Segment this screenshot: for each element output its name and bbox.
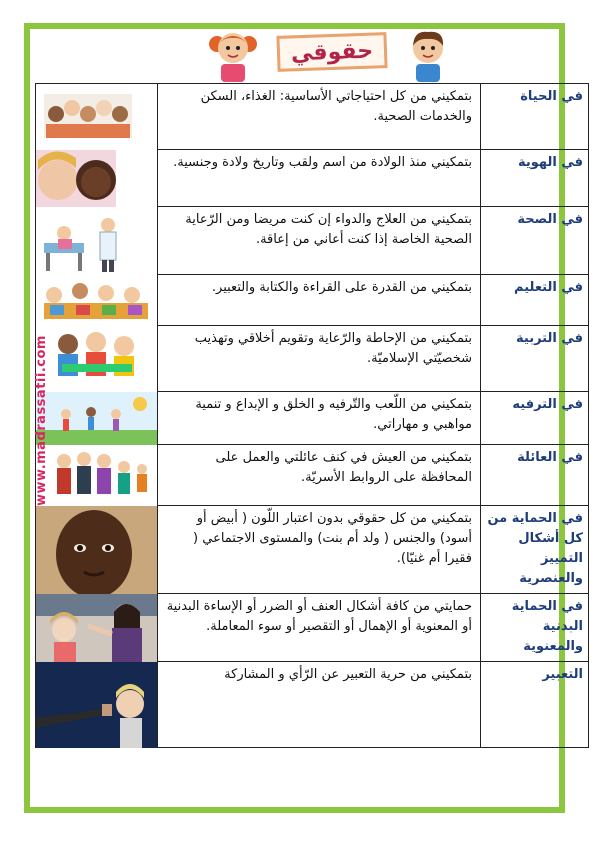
two-girls-photo	[36, 150, 157, 207]
photo-cell	[36, 594, 158, 662]
description-cell: بتمكيني من حرية التعبير عن الرّأي و المشاركة	[158, 662, 481, 748]
table-row	[36, 594, 589, 662]
rights-table	[35, 83, 589, 748]
category-cell: في الترفيه	[481, 392, 589, 445]
table-row	[36, 84, 589, 150]
children-group-photo	[36, 84, 157, 150]
boy-illustration	[400, 28, 456, 82]
scolding-child-photo	[36, 594, 157, 662]
photo-cell	[36, 506, 158, 594]
table-row	[36, 150, 589, 207]
description-cell: بتمكيني من القدرة على القراءة والكتابة والتعبير.	[158, 275, 481, 326]
photo-cell	[36, 207, 158, 275]
page-title: حقوقي	[290, 38, 374, 66]
category-cell: في الحياة	[481, 84, 589, 150]
category-cell: في الحماية من كل أشكال التمييز والعنصرية	[481, 506, 589, 594]
title-banner	[276, 32, 387, 72]
girl-illustration	[205, 28, 261, 82]
table-row	[36, 275, 589, 326]
table-row	[36, 392, 589, 445]
doctor-patient-illustration	[36, 207, 157, 275]
photo-cell	[36, 150, 158, 207]
description-cell: بتمكيني من اللّعب والتّرفيه و الخلق و الإبداع و تنمية مواهبي و مهاراتي.	[158, 392, 481, 445]
category-cell: في الحماية البدنية والمعنوية	[481, 594, 589, 662]
table-row	[36, 207, 589, 275]
description-cell: بتمكيني من الإحاطة والرّعاية وتقويم أخلاقي وتهذيب شخصيّتي الإسلاميّة.	[158, 326, 481, 392]
description-cell: بتمكيني من كل احتياجاتي الأساسية: الغذاء، السكن والخدمات الصحية.	[158, 84, 481, 150]
category-cell: في الصحة	[481, 207, 589, 275]
children-reading-illustration	[36, 275, 157, 326]
category-cell: في التربية	[481, 326, 589, 392]
category-cell: في الهوية	[481, 150, 589, 207]
photo-cell	[36, 662, 158, 748]
description-cell: بتمكيني من العيش في كنف عائلتي والعمل على المحافظة على الروابط الأسريّة.	[158, 445, 481, 506]
header	[195, 28, 455, 82]
table-row	[36, 662, 589, 748]
boy-portrait-photo	[36, 506, 157, 594]
description-cell: بتمكيني من كل حقوقي بدون اعتبار اللّون ( أبيض أو أسود) والجنس ( ولد أم بنت) والمستوى الاجتماعي ( فقيرا أم غنيّا).	[158, 506, 481, 594]
table-row	[36, 445, 589, 506]
category-cell: التعبير	[481, 662, 589, 748]
child-silenced-photo	[36, 662, 157, 748]
photo-cell	[36, 275, 158, 326]
description-cell: حمايتي من كافة أشكال العنف أو الضرر أو الإساءة البدنية أو المعنوية أو الإهمال أو التقصير أو سوء المعاملة.	[158, 594, 481, 662]
category-cell: في التعليم	[481, 275, 589, 326]
description-cell: بتمكيني منذ الولادة من اسم ولقب وتاريخ ولادة وجنسية.	[158, 150, 481, 207]
table-row	[36, 506, 589, 594]
table-row	[36, 326, 589, 392]
category-cell: في العائلة	[481, 445, 589, 506]
watermark: www.madrassatii.com	[34, 335, 49, 506]
photo-cell	[36, 84, 158, 150]
description-cell: بتمكيني من العلاج والدواء إن كنت مريضا ومن الرّعاية الصحية الخاصة إذا كنت أعاني من إعاقة.	[158, 207, 481, 275]
